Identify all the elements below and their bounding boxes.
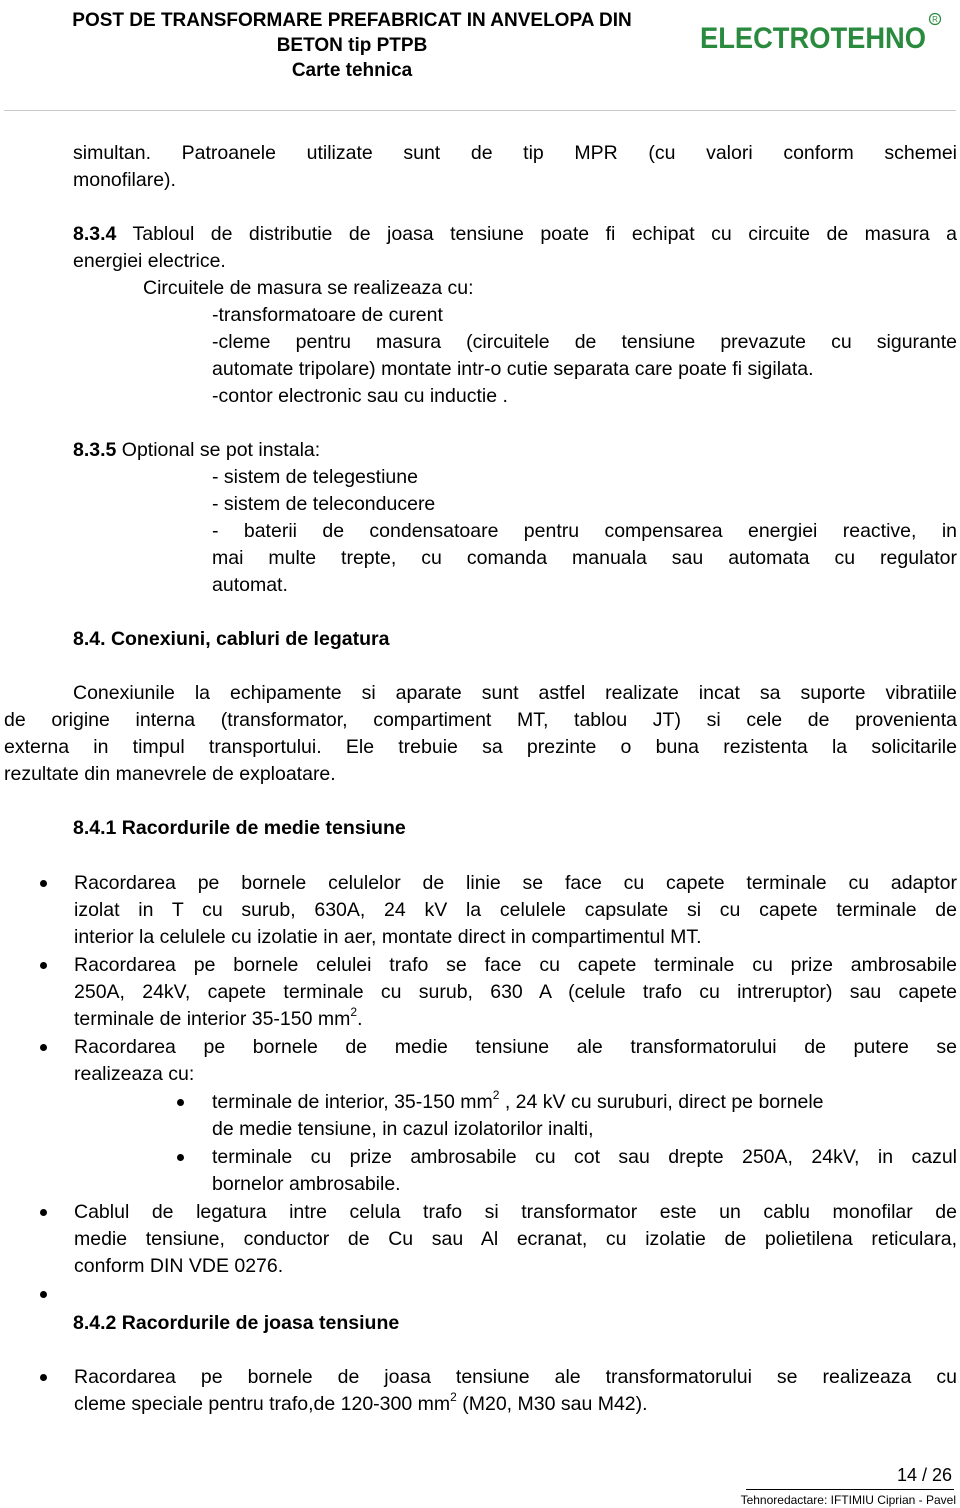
- section-heading: 8.4. Conexiuni, cabluri de legatura: [73, 628, 390, 650]
- list-item-text: , 24 kV cu suruburi, direct pe bornele: [499, 1091, 824, 1113]
- paragraph-line: de origine interna (transformator, compartiment MT, tablou JT) si cele de provenienta: [4, 709, 957, 731]
- title-line-2: BETON tip PTPB: [276, 35, 428, 56]
- list-item-text: terminale de interior 35-150 mm: [74, 1008, 351, 1030]
- logo-registered-mark: R: [932, 15, 938, 24]
- electrotehno-logo: [698, 12, 942, 58]
- title-line-3: Carte tehnica: [291, 60, 413, 81]
- list-item-line: [74, 1006, 957, 1033]
- list-item-line: Cablul de legatura intre celula trafo si transformator este un cablu monofilar de: [74, 1201, 957, 1223]
- footer-credit: Tehnoredactare: IFTIMIU Ciprian - Pavel: [740, 1493, 956, 1507]
- section-heading: 8.4.2 Racordurile de joasa tensiune: [73, 1312, 400, 1334]
- title-line-1: POST DE TRANSFORMARE PREFABRICAT IN ANVELOPA DIN: [72, 10, 632, 31]
- sub-list-item-line: terminale cu prize ambrosabile cu cot sau drepte 250A, 24kV, in cazul: [212, 1146, 957, 1168]
- list-item-line: 250A, 24kV, capete terminale cu surub, 630 A (celule trafo cu intreruptor) sau capete: [74, 981, 957, 1003]
- paragraph-line: Circuitele de masura se realizeaza cu:: [143, 277, 474, 299]
- logo-text: ELECTROTEHNO: [700, 22, 926, 55]
- paragraph-line: [73, 221, 957, 248]
- paragraph-line: monofilare).: [73, 169, 176, 191]
- bullet-icon: [40, 1374, 47, 1381]
- bullet-icon: [40, 1291, 47, 1298]
- section-heading: 8.4.1 Racordurile de medie tensiune: [73, 817, 406, 839]
- header-divider: [4, 110, 956, 111]
- sub-list-item-line: bornelor ambrosabile.: [212, 1173, 401, 1195]
- paragraph-line: rezultate din manevrele de exploatare.: [4, 763, 336, 785]
- superscript: 2: [450, 1389, 457, 1404]
- paragraph-line: -cleme pentru masura (circuitele de tensiune prevazute cu sigurante: [212, 331, 957, 353]
- bullet-icon: [40, 1044, 47, 1051]
- bullet-icon: [40, 1209, 47, 1216]
- list-item-text: cleme speciale pentru trafo,de 120-300 mm: [74, 1393, 451, 1415]
- list-item-text: .: [357, 1008, 363, 1030]
- sub-list-item-line: [212, 1089, 957, 1116]
- paragraph-line: - sistem de telegestiune: [212, 466, 418, 488]
- paragraph-line: mai multe trepte, cu comanda manuala sau automata cu regulator: [212, 547, 957, 569]
- list-item-text: terminale de interior, 35-150 mm: [212, 1091, 493, 1113]
- bullet-icon: [40, 962, 47, 969]
- paragraph-line: energiei electrice.: [73, 250, 226, 272]
- document-title: [22, 8, 682, 83]
- superscript: 2: [492, 1087, 500, 1102]
- list-item-line: medie tensiune, conductor de Cu sau Al ecranat, cu izolatie de polietilena reticulara,: [74, 1228, 957, 1250]
- page-number: 14 / 26: [896, 1465, 952, 1485]
- list-item-line: Racordarea pe bornele celulei trafo se face cu capete terminale cu prize ambrosabile: [74, 954, 957, 976]
- footer-divider: [746, 1489, 954, 1490]
- paragraph-line: -contor electronic sau cu inductie .: [212, 385, 508, 407]
- paragraph-line: externa in timpul transportului. Ele trebuie sa prezinte o buna rezistenta la solicitarile: [4, 736, 957, 758]
- paragraph-line: [73, 437, 957, 464]
- paragraph-line: - baterii de condensatoare pentru compensarea energiei reactive, in: [212, 520, 957, 542]
- section-number: 8.3.5: [73, 439, 117, 461]
- list-item-line: Racordarea pe bornele celulelor de linie se face cu capete terminale cu adaptor: [74, 872, 957, 894]
- section-number: 8.3.4: [73, 223, 117, 245]
- sub-bullet-icon: [177, 1154, 184, 1161]
- paragraph-line: -transformatoare de curent: [212, 304, 443, 326]
- list-item-line: realizeaza cu:: [74, 1063, 195, 1085]
- list-item-line: [74, 1391, 957, 1418]
- list-item-line: Racordarea pe bornele de joasa tensiune ale transformatorului se realizeaza cu: [74, 1366, 957, 1388]
- paragraph-line: - sistem de teleconducere: [212, 493, 436, 515]
- superscript: 2: [350, 1004, 358, 1019]
- paragraph-text: Optional se pot instala:: [116, 439, 321, 461]
- paragraph-text: Tabloul de distributie de joasa tensiune poate fi echipat cu circuite de masura a: [116, 223, 957, 245]
- list-item-line: conform DIN VDE 0276.: [74, 1255, 284, 1277]
- bullet-icon: [40, 880, 47, 887]
- sub-list-item-line: de medie tensiune, in cazul izolatorilor inalti,: [212, 1118, 594, 1140]
- list-item-line: izolat in T cu surub, 630A, 24 kV la celulele capsulate si cu capete terminale de: [74, 899, 957, 921]
- paragraph-line: Conexiunile la echipamente si aparate sunt astfel realizate incat sa suporte vibratiile: [73, 682, 957, 704]
- paragraph-line: automate tripolare) montate intr-o cutie separata care poate fi sigilata.: [212, 358, 814, 380]
- sub-bullet-icon: [177, 1099, 184, 1106]
- list-item-line: Racordarea pe bornele de medie tensiune ale transformatorului de putere se: [74, 1036, 957, 1058]
- paragraph-line: simultan. Patroanele utilizate sunt de tip MPR (cu valori conform schemei: [73, 142, 957, 164]
- list-item-text: (M20, M30 sau M42).: [456, 1393, 648, 1415]
- paragraph-line: automat.: [212, 574, 288, 596]
- list-item-line: interior la celulele cu izolatie in aer, montate direct in compartimentul MT.: [74, 926, 702, 948]
